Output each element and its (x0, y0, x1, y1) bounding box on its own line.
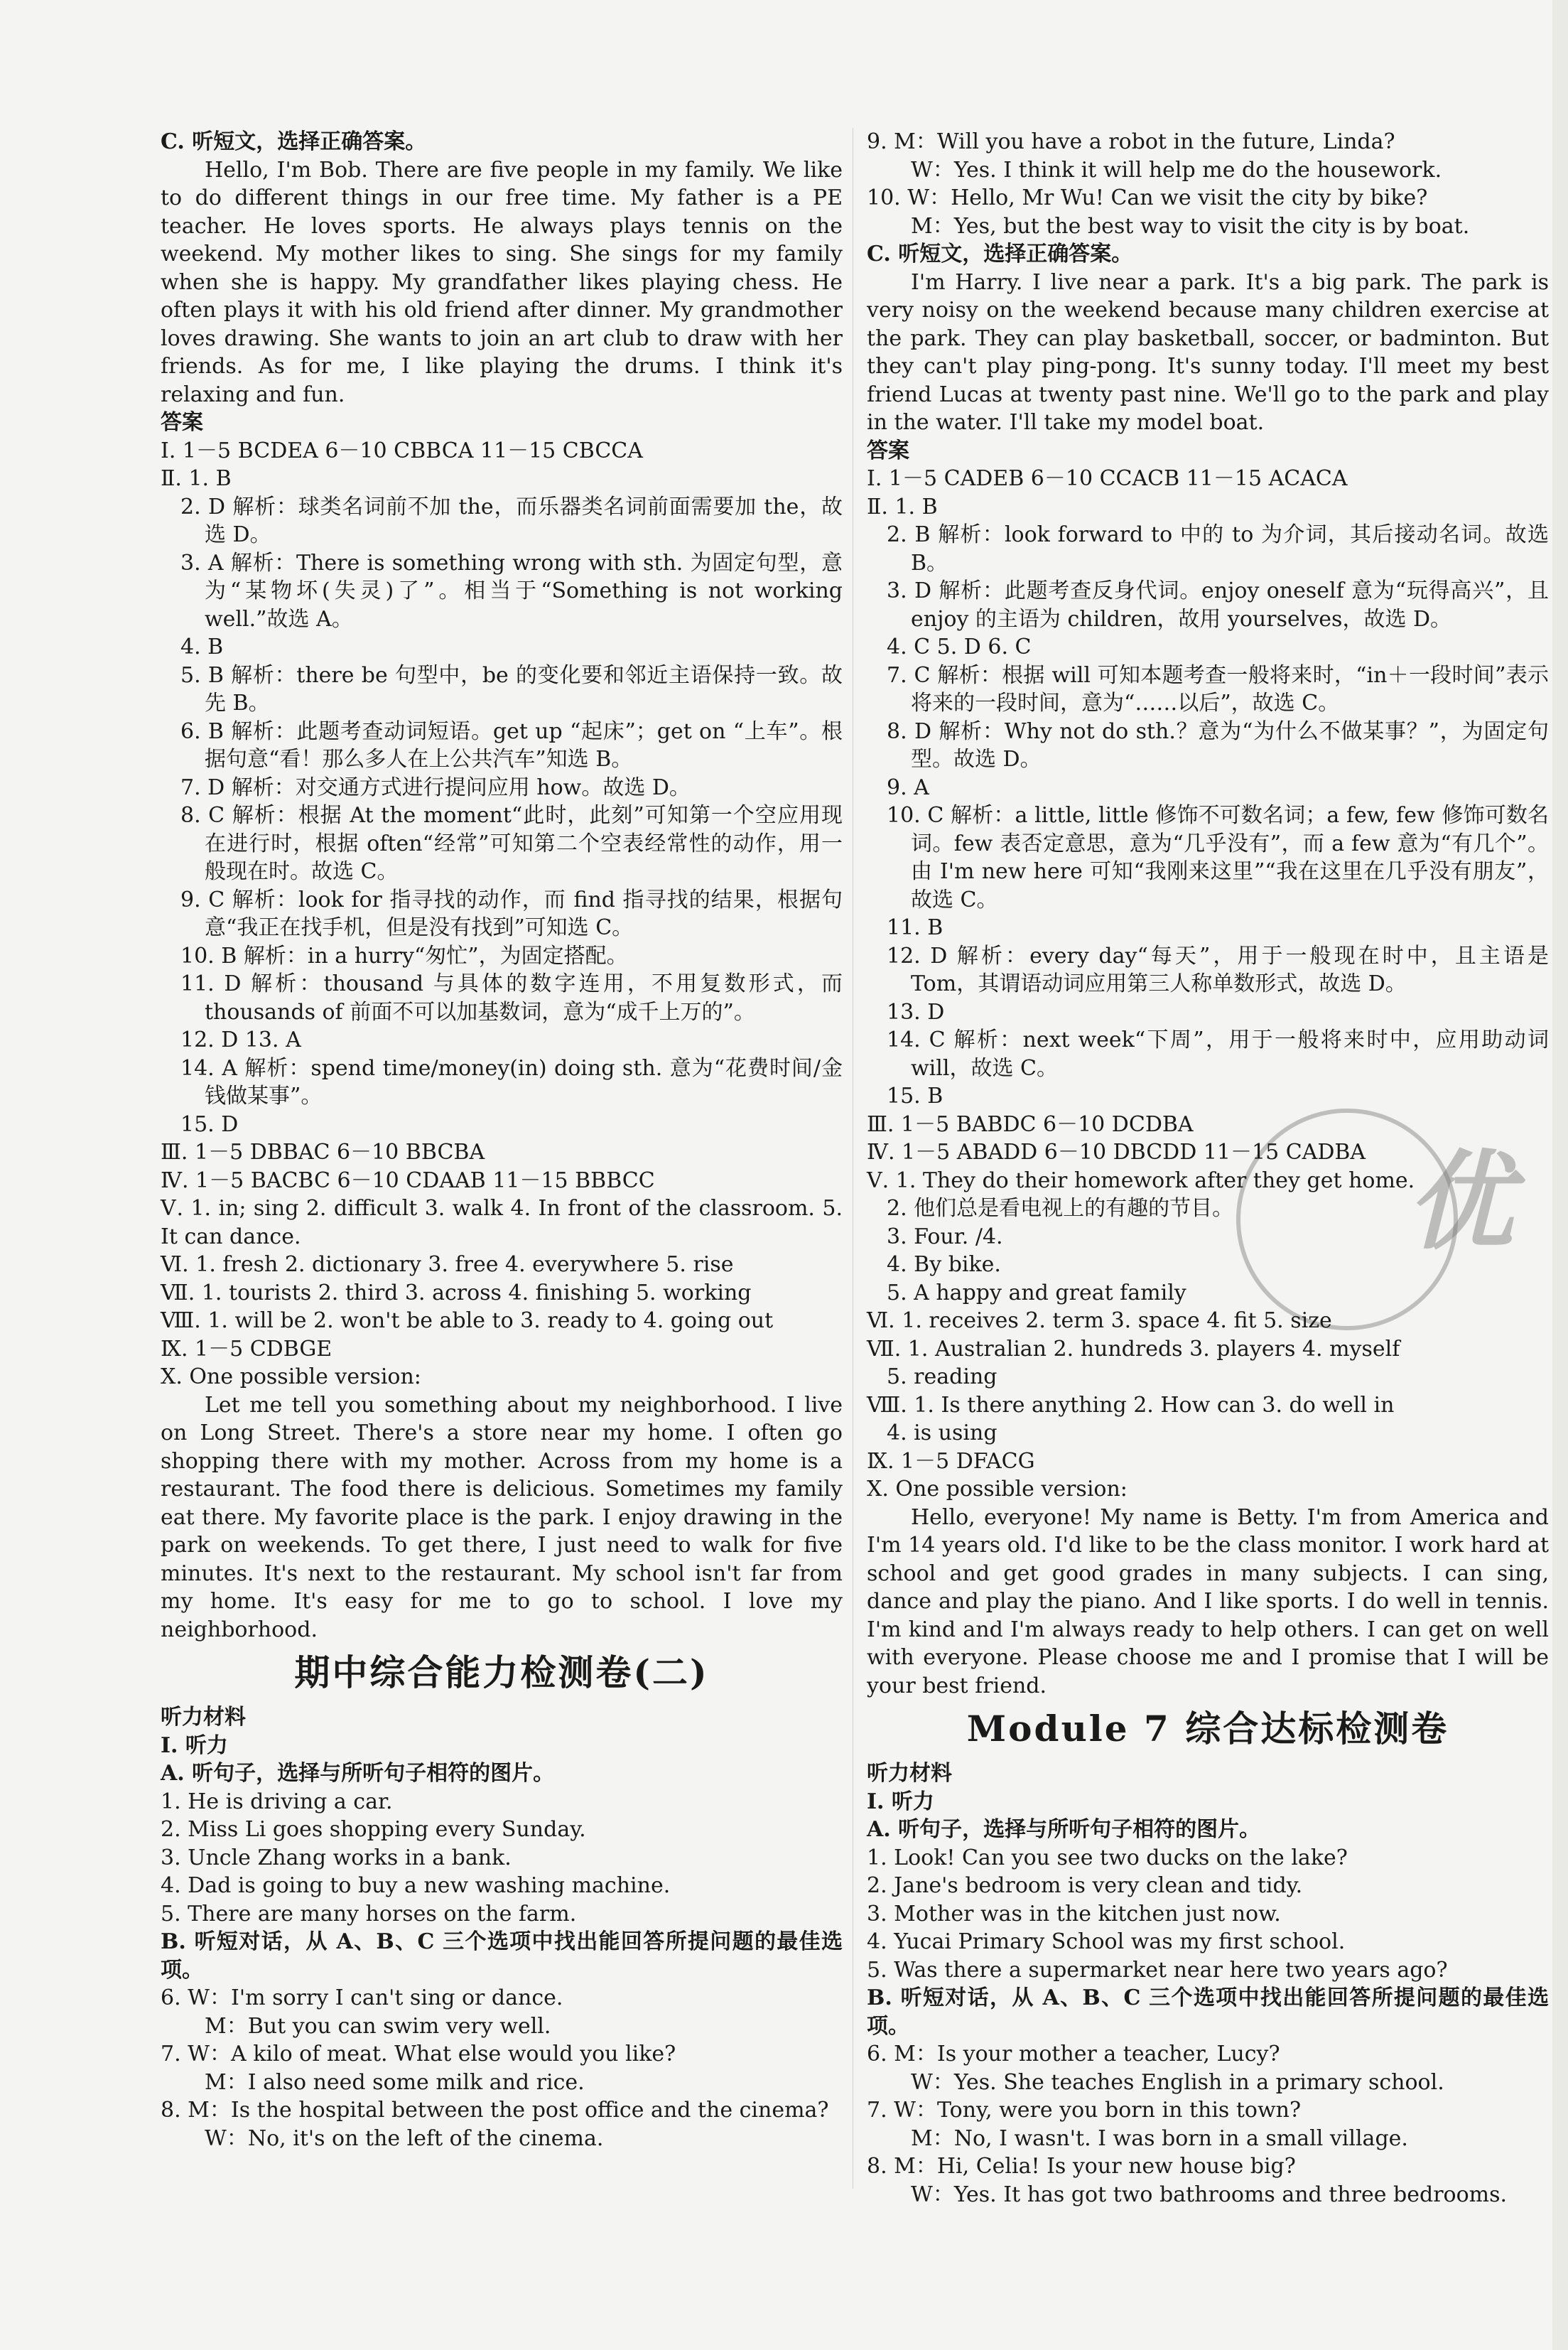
text-line: 12. D 解析：every day“每天”，用于一般现在时中，且主语是 Tom，其谓语动词应用第三人称单数形式，故选 D。 (887, 943, 1549, 996)
text-line: W：Yes. I think it will help me do the housework. (911, 157, 1442, 183)
text-line: 14. C 解析：next week“下周”，用于一般将来时中，应用助动词 will，故选 C。 (887, 1028, 1549, 1081)
section-heading: 答案 (161, 410, 203, 435)
text-line: Ⅷ. 1. will be 2. won't be able to 3. ready to 4. going out (161, 1308, 774, 1333)
text-line: Hello, everyone! My name is Betty. I'm from America and I'm 14 years old. I'd like to be the class monitor. I work hard at school and get good grades in many subjects. I can sing, dance and play the piano. And I like sports. I do well in tennis. I'm kind and I'm always ready to help others. I can get on well with everyone. Please choose me and I promise that I will be your best friend. (867, 1504, 1549, 1698)
text-line: 9. M：Will you have a robot in the future, Linda? (867, 129, 1395, 154)
text-line: 1. He is driving a car. (161, 1789, 393, 1814)
text-line: Ⅲ. 1－5 DBBAC 6－10 BBCBA (161, 1140, 485, 1165)
text-line: 2. Miss Li goes shopping every Sunday. (161, 1817, 586, 1842)
text-line: 11. D 解析：thousand 与具体的数字连用，不用复数形式，而 thousands of 前面不可以加基数词，意为“成千上万的”。 (180, 971, 843, 1025)
section-heading: A. 听句子，选择与所听句子相符的图片。 (161, 1761, 555, 1786)
text-line: 5. There are many horses on the farm. (161, 1901, 577, 1926)
section-heading: 答案 (867, 438, 909, 463)
text-line: Ⅸ. 1－5 CDBGE (161, 1336, 332, 1362)
text-line: Ⅴ. 1. They do their homework after they get home. (867, 1168, 1415, 1193)
text-line: W：No, it's on the left of the cinema. (205, 2125, 604, 2151)
text-line: 8. D 解析：Why not do sth.？意为“为什么不做某事？”，为固定句型。故选 D。 (887, 718, 1549, 772)
text-line: Ⅸ. 1－5 DFACG (867, 1448, 1035, 1474)
text-line: Ⅱ. 1. B (867, 494, 938, 519)
text-line: Ⅲ. 1－5 BABDC 6－10 DCDBA (867, 1111, 1194, 1137)
text-line: Ⅴ. 1. in; sing 2. difficult 3. walk 4. In front of the classroom. 5. It can dance. (161, 1196, 843, 1249)
text-line: M：Yes, but the best way to visit the city is by boat. (911, 213, 1470, 239)
text-line: 7. W：A kilo of meat. What else would you like? (161, 2042, 676, 2066)
text-line: Ⅶ. 1. tourists 2. third 3. across 4. finishing 5. working (161, 1280, 752, 1305)
section-heading: Ⅰ. 听力 (161, 1732, 228, 1758)
section-title: 期中综合能力检测卷(二) (294, 1651, 709, 1693)
text-line: 10. B 解析：in a hurry“匆忙”，为固定搭配。 (180, 943, 628, 969)
page-edge (1552, 0, 1568, 2350)
section-heading: 听力材料 (161, 1705, 246, 1730)
text-line: 3. Mother was in the kitchen just now. (867, 1901, 1281, 1926)
text-line: 6. M：Is your mother a teacher, Lucy? (867, 2042, 1280, 2066)
text-line: 3. Four. /4. (887, 1224, 1003, 1249)
text-line: 3. Uncle Zhang works in a bank. (161, 1845, 512, 1870)
text-line: 2. B 解析：look forward to 中的 to 为介词，其后接动名词。故选 B。 (887, 522, 1549, 576)
text-line: I'm Harry. I live near a park. It's a big park. The park is very noisy on the weekend because many children exercise at the park. They can play basketball, soccer, or badminton. But they can't play ping-pong. It's sunny today. I'll meet my best friend Lucas at twenty past nine. We'll go to the park and play in the water. I'll take my model boat. (867, 269, 1549, 435)
text-line: 4. Yucai Primary School was my first school. (867, 1929, 1346, 1954)
text-line: Ⅱ. 1. B (161, 466, 232, 491)
text-line: Ⅷ. 1. Is there anything 2. How can 3. do well in (867, 1392, 1395, 1418)
section-heading: C. 听短文，选择正确答案。 (161, 129, 427, 154)
section-title: Module 7 综合达标检测卷 (966, 1708, 1449, 1750)
text-line: Ⅶ. 1. Australian 2. hundreds 3. players 4. myself (867, 1336, 1400, 1362)
text-line: Ⅰ. 1－5 CADEB 6－10 CCACB 11－15 ACACA (867, 466, 1348, 491)
text-line: Ⅵ. 1. receives 2. term 3. space 4. fit 5. size (867, 1308, 1332, 1333)
watermark-glyph: 优 (1407, 1139, 1514, 1264)
left-column (161, 128, 843, 2152)
section-heading: B. 听短对话，从 A、B、C 三个选项中找出能回答所提问题的最佳选项。 (867, 1985, 1549, 2039)
text-line: 10. C 解析：a little, little 修饰不可数名词；a few, few 修饰可数名词。few 表否定意思，意为“几乎没有”，而 a few 意为“有几个”。由 I'm new here 可知“我刚来这里”“我在这里在几乎没有朋友”，故选 C。 (887, 803, 1549, 912)
text-line: 8. M：Hi, Celia! Is your new house big? (867, 2154, 1296, 2179)
section-heading: A. 听句子，选择与所听句子相符的图片。 (867, 1817, 1261, 1842)
text-line: W：Yes. She teaches English in a primary school. (911, 2069, 1444, 2095)
text-line: Let me tell you something about my neighborhood. I live on Long Street. There's a store near my home. I often go shopping there with my mother. Across from my home is a restaurant. The food there is delicious. Sometimes my family eat there. My favorite place is the park. I enjoy drawing in the park on weekends. To get there, I just need to walk for five minutes. It's next to the restaurant. My school isn't far from my home. It's easy for me to go to school. I love my neighborhood. (161, 1392, 843, 1642)
text-line: Ⅰ. 1－5 BCDEA 6－10 CBBCA 11－15 CBCCA (161, 438, 643, 463)
text-line: 9. A (887, 775, 929, 800)
text-line: 9. C 解析：look for 指寻找的动作，而 find 指寻找的结果，根据句意“我正在找手机，但是没有找到”可知选 C。 (180, 887, 843, 940)
text-line: 10. W：Hello, Mr Wu! Can we visit the city by bike? (867, 185, 1428, 210)
text-line: W：Yes. It has got two bathrooms and three bedrooms. (911, 2182, 1508, 2207)
text-line: 3. A 解析：There is something wrong with sth. 为固定句型，意为“某物坏(失灵)了”。相当于“Something is not working well.”故选 A。 (180, 550, 843, 632)
text-line: 5. A happy and great family (887, 1280, 1186, 1305)
text-line: 2. 他们总是看电视上的有趣的节目。 (887, 1196, 1234, 1221)
text-line: 5. Was there a supermarket near here two years ago? (867, 1957, 1448, 1983)
text-line: Ⅵ. 1. fresh 2. dictionary 3. free 4. everywhere 5. rise (161, 1252, 734, 1277)
text-line: 5. B 解析：there be 句型中，be 的变化要和邻近主语保持一致。故先 B。 (180, 662, 843, 716)
text-line: 11. B (887, 915, 943, 940)
text-line: 3. D 解析：此题考查反身代词。enjoy oneself 意为“玩得高兴”，且 enjoy 的主语为 children，故用 yourselves，故选 D。 (887, 578, 1549, 632)
text-line: 7. W：Tony, were you born in this town? (867, 2098, 1302, 2123)
text-line: 14. A 解析：spend time/money(in) doing sth. 意为“花费时间/金钱做某事”。 (180, 1055, 843, 1109)
text-line: 1. Look! Can you see two ducks on the lake? (867, 1845, 1348, 1870)
text-line: Ⅳ. 1－5 BACBC 6－10 CDAAB 11－15 BBBCC (161, 1168, 655, 1193)
text-line: 6. W：I'm sorry I can't sing or dance. (161, 1985, 563, 2010)
text-line: 4. is using (887, 1421, 997, 1445)
text-line: 7. C 解析：根据 will 可知本题考查一般将来时，“in＋一段时间”表示将来的一段时间，意为“……以后”，故选 C。 (887, 662, 1549, 716)
text-line: M：But you can swim very well. (205, 2013, 551, 2039)
text-line: 4. C 5. D 6. C (887, 635, 1032, 659)
text-line: 5. reading (887, 1364, 997, 1389)
text-line: 8. C 解析：根据 At the moment“此时，此刻”可知第一个空应用现在进行时，根据 often“经常”可知第二个空表经常性的动作，用一般现在时。故选 C。 (180, 803, 843, 884)
text-line: M：No, I wasn't. I was born in a small village. (911, 2125, 1408, 2151)
section-heading: C. 听短文，选择正确答案。 (867, 242, 1133, 266)
text-line: 15. B (887, 1084, 943, 1109)
text-line: M：I also need some milk and rice. (205, 2069, 585, 2095)
text-line: 4. By bike. (887, 1252, 1001, 1277)
text-line: 2. D 解析：球类名词前不加 the，而乐器类名词前面需要加 the，故选 D。 (180, 494, 843, 547)
text-line: 13. D (887, 999, 945, 1025)
text-line: 12. D 13. A (180, 1028, 301, 1052)
text-line: 6. B 解析：此题考查动词短语。get up “起床”；get on “上车”。根据句意“看！那么多人在上公共汽车”知选 B。 (180, 718, 843, 772)
text-line: Ⅹ. One possible version: (867, 1477, 1128, 1502)
text-line: 8. M：Is the hospital between the post office and the cinema? (161, 2098, 829, 2123)
section-heading: 听力材料 (867, 1761, 952, 1786)
text-line: 7. D 解析：对交通方式进行提问应用 how。故选 D。 (180, 775, 691, 800)
section-heading: B. 听短对话，从 A、B、C 三个选项中找出能回答所提问题的最佳选项。 (161, 1929, 843, 1983)
section-heading: Ⅰ. 听力 (867, 1789, 934, 1814)
right-column (867, 128, 1549, 2209)
text-line: Ⅹ. One possible version: (161, 1364, 421, 1389)
text-line: 4. B (180, 635, 224, 659)
text-line: Ⅳ. 1－5 ABADD 6－10 DBCDD 11－15 CADBA (867, 1140, 1366, 1165)
text-line: 15. D (180, 1111, 239, 1137)
text-line: 4. Dad is going to buy a new washing machine. (161, 1873, 671, 1898)
text-line: 2. Jane's bedroom is very clean and tidy. (867, 1873, 1303, 1898)
text-line: Hello, I'm Bob. There are five people in my family. We like to do different things in our free time. My father is a PE teacher. He loves sports. He always plays tennis on the weekend. My mother likes to sing. She sings for my family when she is happy. My grandfather likes playing chess. He often plays it with his old friend after dinner. My grandmother loves drawing. She wants to join an art club to draw with her friends. As for me, I like playing the drums. I think it's relaxing and fun. (161, 157, 843, 407)
